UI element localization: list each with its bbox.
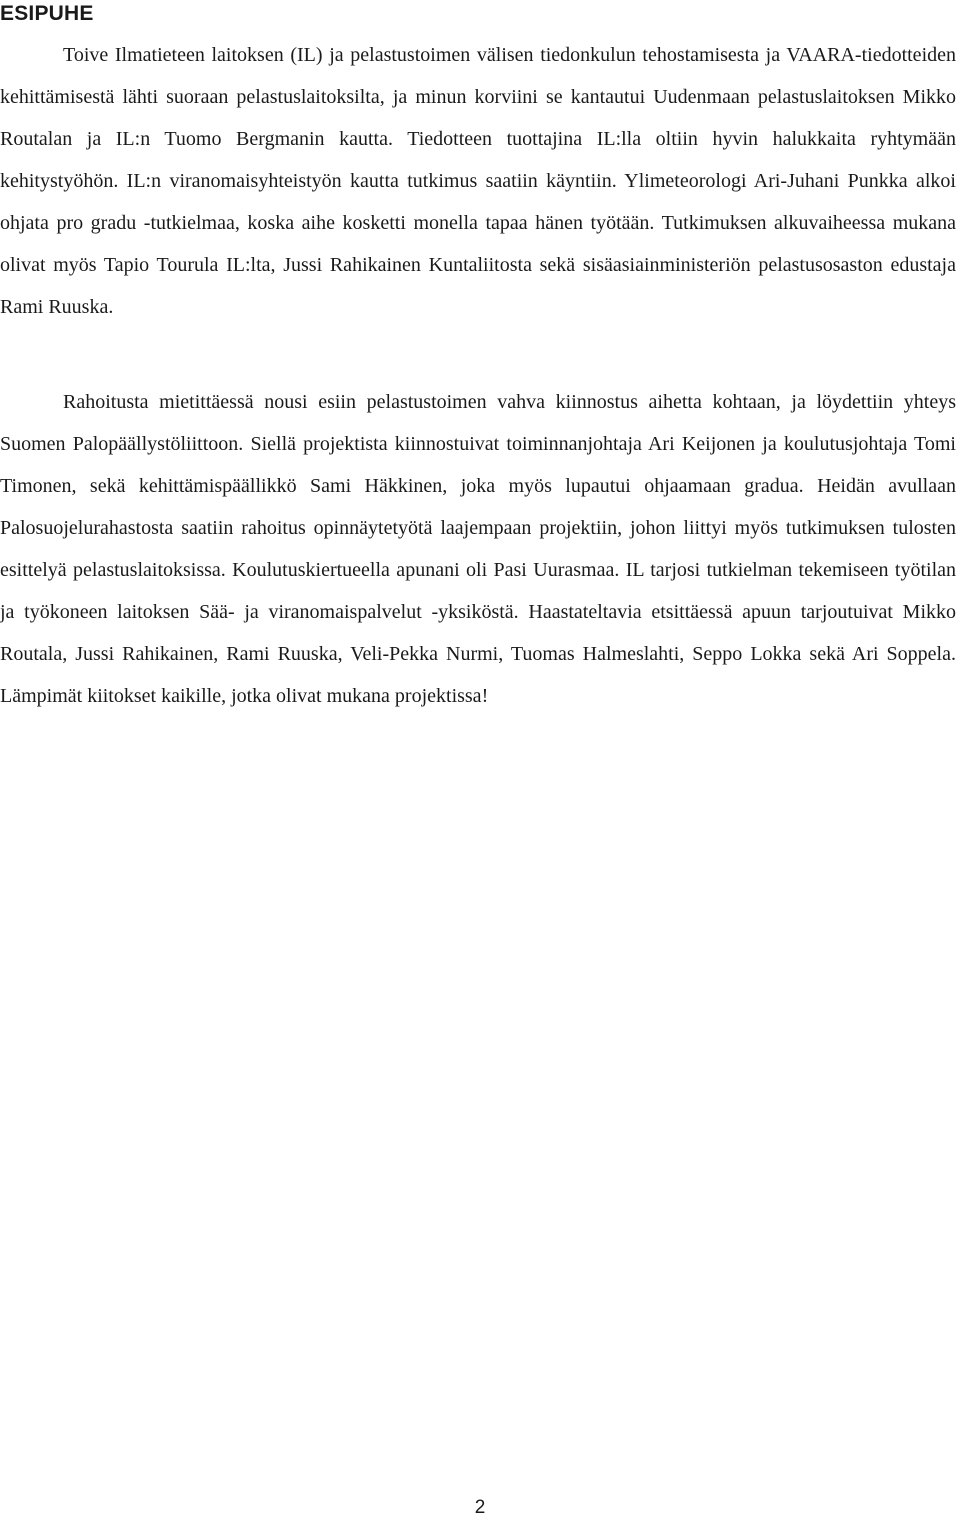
paragraph-1: Toive Ilmatieteen laitoksen (IL) ja pelastustoimen välisen tiedonkulun tehostamisesta ja VAARA-tiedotteiden kehittämisestä lähti suoraan pelastuslaitoksilta, ja minun korviini se kantautui Uudenmaan pelastuslaitoksen Mikko Routalan ja IL:n Tuomo Bergmanin kautta. Tiedotteen tuottajina IL:lla oltiin hyvin halukkaita ryhtymään kehitystyöhön. IL:n viranomaisyhteistyön kautta tutkimus saatiin käyntiin. Ylimeteorologi Ari-Juhani Punkka alkoi ohjata pro gradu -tutkielmaa, koska aihe kosketti monella tapaa hänen työtään. Tutkimuksen alkuvaiheessa mukana olivat myös Tapio Tourula IL:lta, Jussi Rahikainen Kuntaliitosta sekä sisäasiainministeriön pelastusosaston edustaja Rami Ruuska.	[0, 44, 956, 318]
paragraph-2: Rahoitusta mietittäessä nousi esiin pelastustoimen vahva kiinnostus aihetta kohtaan, ja löydettiin yhteys Suomen Palopäällystöliittoon. Siellä projektista kiinnostuivat toiminnanjohtaja Ari Keijonen ja koulutusjohtaja Tomi Timonen, sekä kehittämispäällikkö Sami Häkkinen, joka myös lupautui ohjaamaan gradua. Heidän avullaan Palosuojelurahastosta saatiin rahoitus opinnäytetyötä laajempaan projektiin, johon liittyi myös tutkimuksen tulosten esittelyä pelastuslaitoksissa. Koulutuskiertueella apunani oli Pasi Uurasmaa. IL tarjosi tutkielman tekemiseen työtilan ja työkoneen laitoksen Sää- ja viranomaispalvelut -yksiköstä. Haastateltavia etsittäessä apuun tarjoutuivat Mikko Routala, Jussi Rahikainen, Rami Ruuska, Veli-Pekka Nurmi, Tuomas Halmeslahti, Seppo Lokka sekä Ari Soppela. Lämpimät kiitokset kaikille, jotka olivat mukana projektissa!	[0, 391, 956, 707]
page-title: ESIPUHE	[0, 2, 94, 25]
page-number: 2	[474, 1497, 486, 1518]
